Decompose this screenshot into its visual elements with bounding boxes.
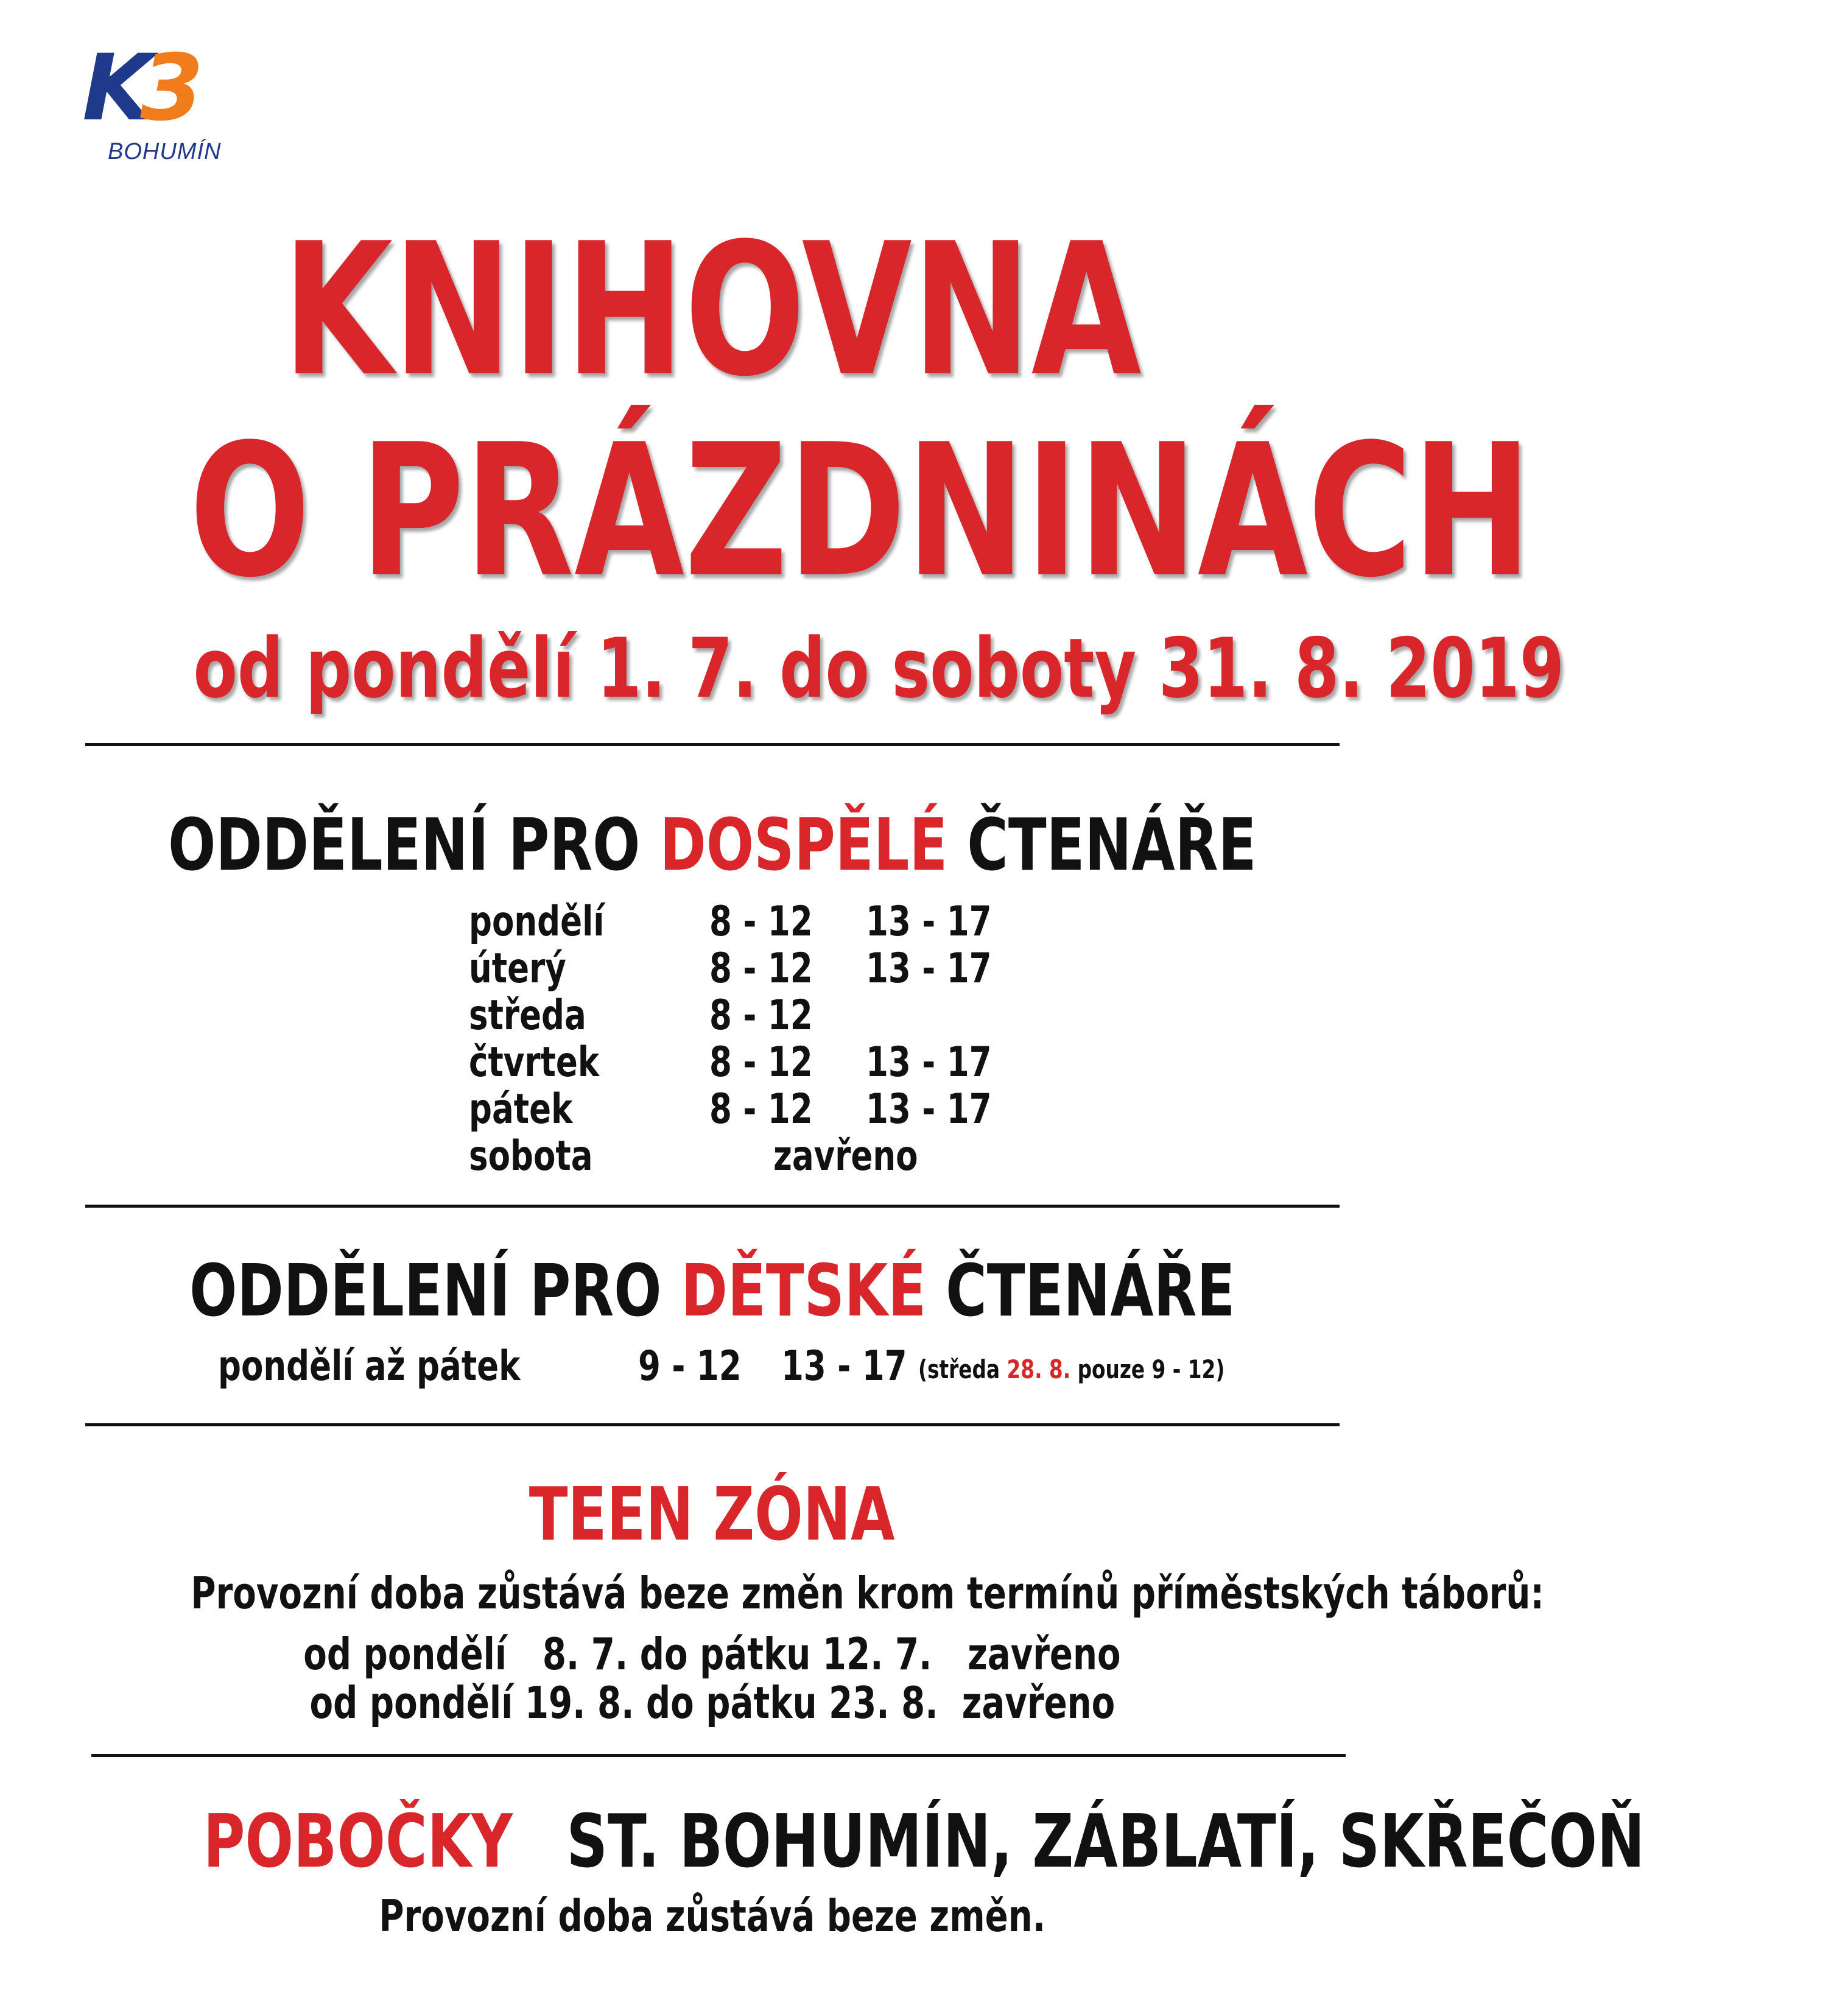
adult-head-red: DOSPĚLÉ [659,803,947,887]
day-label: pátek [469,1085,573,1133]
day-label: pondělí [469,898,605,946]
morning-hours: 8 - 12 [709,1038,813,1086]
morning-hours: 8 - 12 [709,945,813,993]
teen-zone-description: Provozní doba zůstává beze změn krom termínů příměstských táborů: [191,1568,1544,1619]
divider-2 [85,1205,1340,1208]
children-days: pondělí až pátek [218,1342,521,1390]
title-dates: od pondělí 1. 7. do soboty 31. 8. 2019 [193,621,1565,716]
children-head-pre: ODDĚLENÍ PRO [189,1248,662,1333]
morning-hours: 8 - 12 [709,898,813,946]
day-label: čtvrtek [469,1038,600,1086]
adult-head-pre: ODDĚLENÍ PRO [167,803,641,887]
children-afternoon-hours: 13 - 17 [781,1342,907,1390]
closed-status: zavřeno [773,1132,918,1180]
branches-heading [0,1800,1645,1884]
note-pre: (středa [918,1354,1000,1384]
afternoon-hours: 13 - 17 [866,945,992,993]
teen-zone-heading: TEEN ZÓNA [529,1473,895,1557]
teen-zone-closure-2: od pondělí 19. 8. do pátku 23. 8. zavřeno [309,1677,1115,1728]
k3-logo [82,35,241,171]
day-label: sobota [469,1132,593,1180]
note-date: 28. 8. [1007,1354,1071,1384]
divider-4 [91,1754,1346,1757]
divider-3 [85,1423,1340,1426]
children-section-heading [0,1248,1424,1333]
adult-head-post: ČTENÁŘE [967,803,1257,887]
logo-letter-k: K [82,35,153,141]
morning-hours: 8 - 12 [709,1085,813,1133]
morning-hours: 8 - 12 [709,991,813,1040]
afternoon-hours: 13 - 17 [866,1038,992,1086]
branches-description: Provozní doba zůstává beze změn. [379,1890,1045,1942]
adult-schedule [469,898,1017,1181]
branches-head-red: POBOČKY [203,1800,513,1884]
note-post: pouze 9 - 12) [1077,1354,1225,1384]
children-head-red: DĚTSKÉ [681,1248,926,1333]
afternoon-hours: 13 - 17 [866,898,992,946]
children-note [918,1354,1225,1384]
day-label: úterý [469,945,566,993]
children-schedule [218,1342,1253,1395]
children-head-post: ČTENÁŘE [945,1248,1235,1333]
children-morning-hours: 9 - 12 [638,1342,742,1390]
title-line-1: KNIHOVNA [283,204,1142,417]
day-label: středa [469,991,586,1040]
branches-head-black: ST. BOHUMÍN, ZÁBLATÍ, SKŘEČOŇ [566,1800,1645,1884]
teen-zone-closure-1: od pondělí 8. 7. do pátku 12. 7. zavřeno [303,1628,1121,1680]
logo-subtitle: BOHUMÍN [108,139,222,164]
logo-digit-3: 3 [140,35,204,141]
title-line-2: O PRÁZDNINÁCH [189,405,1532,618]
adult-section-heading [0,803,1424,887]
divider-1 [85,743,1340,746]
afternoon-hours: 13 - 17 [866,1085,992,1133]
